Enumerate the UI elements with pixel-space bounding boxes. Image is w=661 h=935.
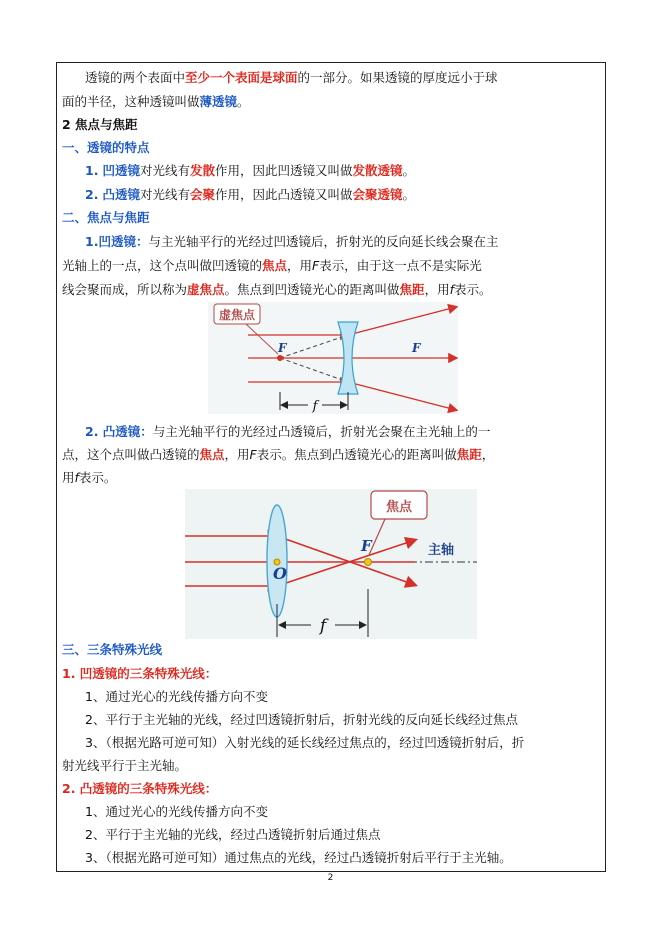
focus-label: F xyxy=(361,537,372,555)
virtual-focus-callout: 虚焦点 xyxy=(218,308,256,322)
focus-label-right: F xyxy=(412,341,421,355)
concave-focus-term: 焦点 xyxy=(262,258,288,273)
concave-title: 1.凹透镜： xyxy=(85,234,149,249)
heading-lens-features: 一、透镜的特点 xyxy=(62,140,150,155)
concave-text: 线会聚而成，所以称为 xyxy=(62,282,188,297)
intro-text-3: 面的半径，这种透镜叫做 xyxy=(62,94,200,109)
concave-ray-3b: 射光线平行于主光轴。 xyxy=(62,758,188,773)
symbol-F: F xyxy=(249,447,257,462)
concave-text: 表示，由于这一点不是实际光 xyxy=(319,258,482,273)
feature-lens-name: 凹透镜 xyxy=(102,163,140,178)
virtual-focus-term: 虚焦点 xyxy=(187,282,225,297)
intro-highlight-thin-lens: 薄透镜 xyxy=(199,94,238,109)
intro-text: 透镜的两个表面中 xyxy=(85,70,186,85)
convex-focus-term: 焦点 xyxy=(199,447,225,462)
concave-def-line-3 xyxy=(62,282,492,298)
feature-num: 1. xyxy=(85,163,99,178)
concave-rays-title: 1. 凹透镜的三条特殊光线： xyxy=(62,666,218,681)
feature-text-3: 。 xyxy=(402,187,416,202)
intro-line-2 xyxy=(62,94,250,110)
convex-ray-2: 2、平行于主光轴的光线，经过凸透镜折射后通过焦点 xyxy=(85,827,381,842)
symbol-f: f xyxy=(74,470,79,485)
concave-text: ，用 xyxy=(287,258,313,273)
convex-ray-1: 1、通过光心的光线传播方向不变 xyxy=(85,804,268,819)
focus-label-left: F xyxy=(278,341,287,355)
feature-diverging-lens: 发散透镜 xyxy=(352,163,403,178)
feature-diverge: 发散 xyxy=(189,163,215,178)
symbol-f: f xyxy=(449,282,454,297)
feature-text-2: 作用，因此凹透镜又叫做 xyxy=(214,163,353,178)
concave-ray-3a: 3、（根据光路可逆可知）入射光线的延长线经过焦点的，经过凹透镜折射后，折 xyxy=(85,735,525,750)
feature-concave xyxy=(85,163,415,179)
convex-text: ， xyxy=(481,447,495,462)
page-number: 2 xyxy=(327,873,334,883)
intro-text-2: 的一部分。如果透镜的厚度远小于球 xyxy=(297,70,498,85)
intro-highlight-sphere: 至少一个表面是球面 xyxy=(185,70,298,85)
concave-ray-2: 2、平行于主光轴的光线，经过凹透镜折射后，折射光线的反向延长线经过焦点 xyxy=(85,712,518,727)
feature-converging-lens: 会聚透镜 xyxy=(352,187,403,202)
convex-def-line-3 xyxy=(62,470,116,486)
section-title: 2 焦点与焦距 xyxy=(62,117,138,132)
feature-convex xyxy=(85,187,415,203)
convex-def-line-1 xyxy=(85,424,490,440)
concave-lens-diagram xyxy=(208,302,458,414)
feature-text-3: 。 xyxy=(402,163,416,178)
convex-focal-length-term: 焦距 xyxy=(456,447,482,462)
feature-lens-name: 凸透镜 xyxy=(102,187,140,202)
heading-focus: 二、焦点与焦距 xyxy=(62,210,150,225)
feature-converge: 会聚 xyxy=(189,187,215,202)
convex-lens-diagram xyxy=(185,489,477,639)
convex-ray-3: 3、（根据光路可逆可知）通过焦点的光线，经过凸透镜折射后平行于主光轴。 xyxy=(85,850,512,865)
convex-text: 与主光轴平行的光经过凸透镜后，折射光会聚在主光轴上的一 xyxy=(152,424,491,439)
feature-num: 2. xyxy=(85,187,99,202)
intro-line-1 xyxy=(85,70,498,86)
convex-rays-title: 2. 凸透镜的三条特殊光线： xyxy=(62,781,218,796)
principal-axis-label: 主轴 xyxy=(428,543,455,558)
convex-text: ，用 xyxy=(224,447,250,462)
convex-def-line-2 xyxy=(62,447,494,463)
convex-text: 表示。 xyxy=(78,470,117,485)
concave-def-line-2 xyxy=(62,258,482,274)
heading-special-rays: 三、三条特殊光线 xyxy=(62,642,163,657)
feature-text-2: 作用，因此凸透镜又叫做 xyxy=(214,187,353,202)
feature-text: 对光线有 xyxy=(139,187,190,202)
focus-callout: 焦点 xyxy=(385,500,413,515)
symbol-F: F xyxy=(312,258,320,273)
concave-text: ，用 xyxy=(424,282,450,297)
concave-text: 。焦点到凹透镜光心的距离叫做 xyxy=(224,282,400,297)
concave-def-line-1 xyxy=(85,234,498,250)
convex-text: 用 xyxy=(62,470,75,485)
convex-title: 2. 凸透镜： xyxy=(85,424,153,439)
focal-length-term: 焦距 xyxy=(399,282,425,297)
concave-text: 表示。 xyxy=(453,282,492,297)
optical-center-label: O xyxy=(273,564,287,583)
convex-text: 表示。焦点到凸透镜光心的距离叫做 xyxy=(256,447,457,462)
concave-text: 光轴上的一点，这个点叫做凹透镜的 xyxy=(62,258,263,273)
focal-length-label: f xyxy=(319,616,327,636)
concave-ray-1: 1、通过光心的光线传播方向不变 xyxy=(85,689,268,704)
convex-text: 点，这个点叫做凸透镜的 xyxy=(62,447,200,462)
feature-text: 对光线有 xyxy=(139,163,190,178)
focal-length-label: f xyxy=(312,399,318,414)
concave-text: 与主光轴平行的光经过凹透镜后，折射光的反向延长线会聚在主 xyxy=(148,234,499,249)
intro-text-4: 。 xyxy=(237,94,250,109)
